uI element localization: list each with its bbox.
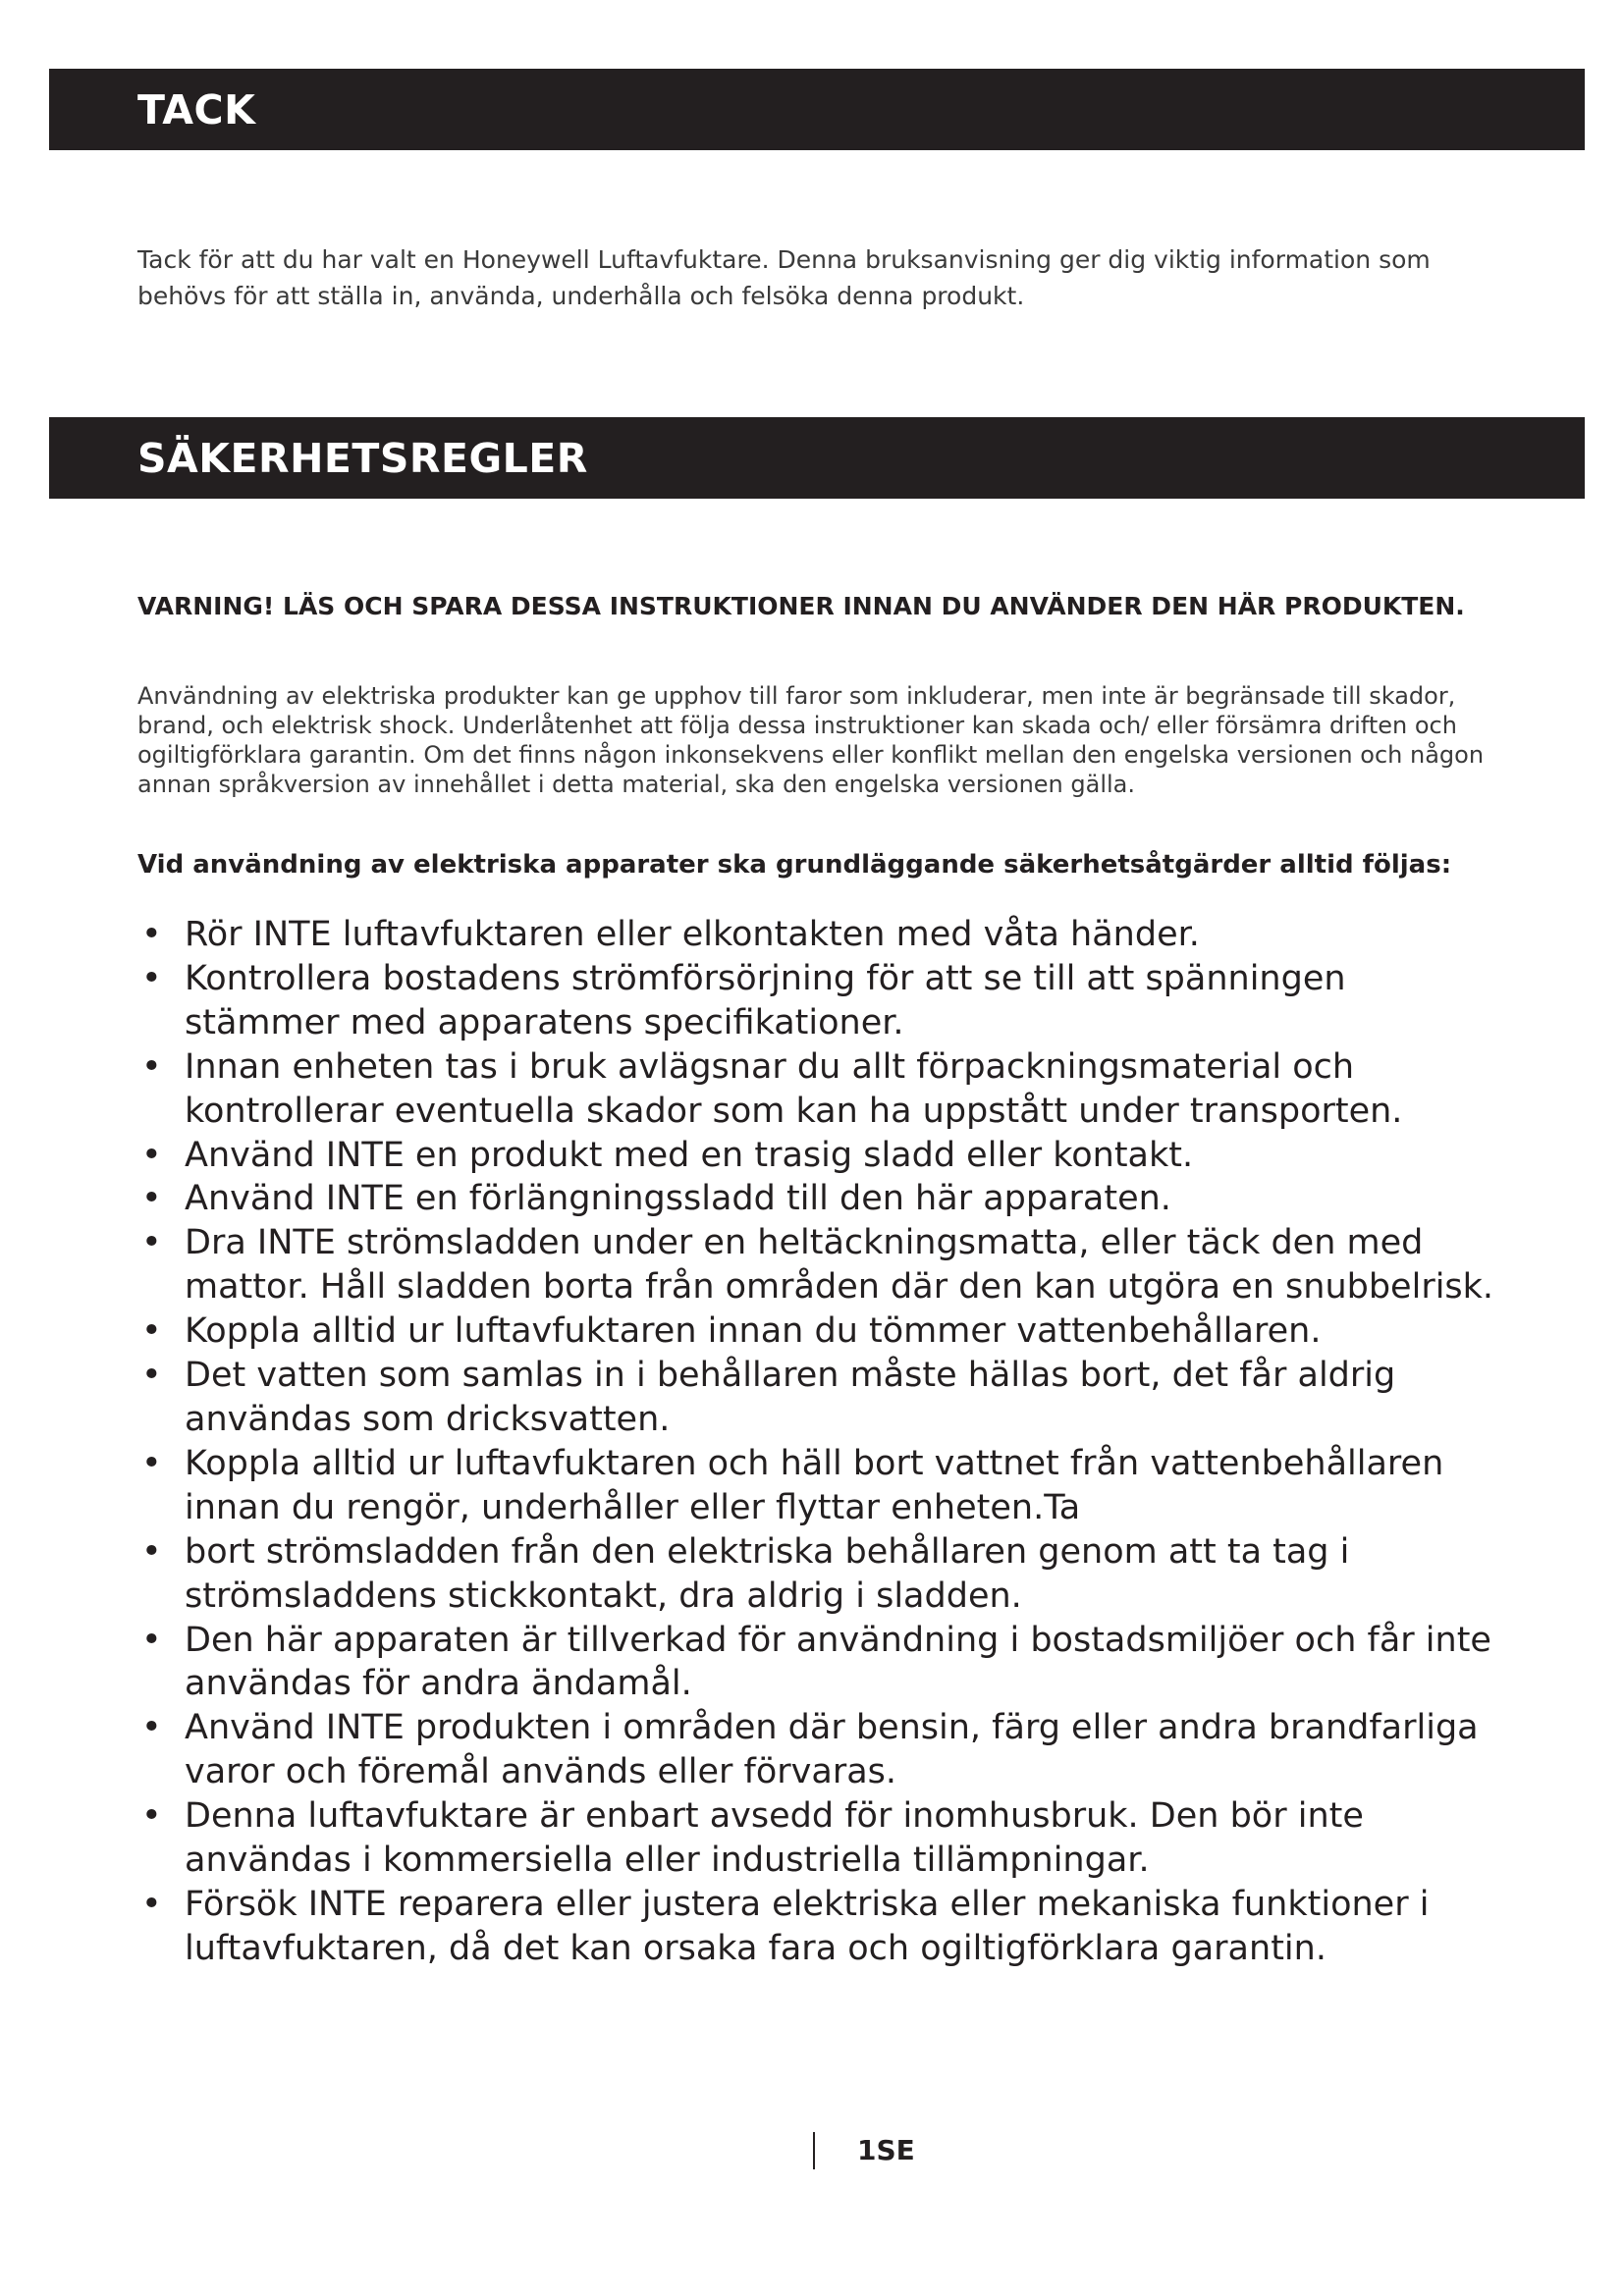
safety-rule-text: bort strömsladden från den elektriska behållaren genom att ta tag i strömsladdens stickkontakt, dra aldrig i sladden. [185,1531,1350,1616]
safety-rule-text: Koppla alltid ur luftavfuktaren och häll bort vattnet från vattenbehållaren innan du rengör, underhåller eller flyttar enheten.Ta [185,1443,1444,1527]
section-heading-safety: SÄKERHETSREGLER [137,434,588,482]
safety-rule [137,1530,1502,1619]
safety-rule-text: Använd INTE en förlängningssladd till den här apparaten. [185,1179,1171,1219]
safety-rule-text: Försök INTE reparera eller justera elektriska eller mekaniska funktioner i luftavfuktaren, då det kan orsaka fara och ogiltigförklara garantin. [185,1884,1430,1968]
safety-rule [137,1045,1502,1134]
bullet-icon: • [141,1311,162,1352]
bullet-icon: • [141,1620,162,1660]
safety-rule-text: Den här apparaten är tillverkad för användning i bostadsmiljöer och får inte användas för andra ändamål. [185,1620,1491,1704]
safety-rule-text: Det vatten som samlas in i behållaren måste hällas bort, det får aldrig användas som dricksvatten. [185,1356,1396,1439]
bullet-icon: • [141,1708,162,1748]
bullet-icon: • [141,958,162,998]
safety-rule [137,1794,1502,1883]
safety-rule [137,957,1502,1045]
safety-rule-text: Denna luftavfuktare är enbart avsedd för inomhusbruk. Den bör inte användas i kommersiella eller industriella tillämpningar. [185,1796,1364,1881]
safety-rule-text: Koppla alltid ur luftavfuktaren innan du tömmer vattenbehållaren. [185,1311,1322,1352]
bullet-icon: • [141,1223,162,1263]
bullet-icon: • [141,1531,162,1572]
bullet-icon: • [141,1356,162,1396]
safety-lead: Vid användning av elektriska apparater ska grundläggande säkerhetsåtgärder alltid följas: [137,850,1452,880]
section-banner-tack [49,69,1585,150]
safety-rule-text: Kontrollera bostadens strömförsörjning för att se till att spänningen stämmer med apparatens specifikationer. [185,958,1346,1042]
safety-rule-text: Innan enheten tas i bruk avlägsnar du allt förpackningsmaterial och kontrollerar eventuella skador som kan ha uppstått under transporten. [185,1046,1403,1131]
safety-rule [137,1883,1502,1971]
bullet-icon: • [141,915,162,954]
bullet-icon: • [141,1046,162,1087]
safety-rule [137,913,1502,957]
bullet-icon: • [141,1884,162,1924]
safety-rule-text: Rör INTE luftavfuktaren eller elkontakten med våta händer. [185,915,1200,954]
safety-rule-text: Dra INTE strömsladden under en heltäckningsmatta, eller täck den med mattor. Håll sladden borta från områden där den kan utgöra en snubbelrisk. [185,1223,1494,1308]
safety-rules-list [137,913,1502,1971]
bullet-icon: • [141,1796,162,1837]
safety-rule [137,1354,1502,1442]
section-banner-safety [49,417,1585,499]
safety-rule [137,1619,1502,1707]
safety-rule [137,1309,1502,1354]
safety-rule [137,1134,1502,1178]
safety-rule [137,1221,1502,1309]
page-number: 1SE [857,2134,915,2166]
safety-rule [137,1706,1502,1794]
safety-rule-text: Använd INTE en produkt med en trasig sladd eller kontakt. [185,1135,1194,1175]
footer-divider [813,2132,815,2169]
section-heading-tack: TACK [137,85,256,133]
warning-title: VARNING! LÄS OCH SPARA DESSA INSTRUKTIONER INNAN DU ANVÄNDER DEN HÄR PRODUKTEN. [137,592,1465,620]
intro-paragraph: Tack för att du har valt en Honeywell Luftavfuktare. Denna bruksanvisning ger dig viktig information som behövs för att ställa in, använda, underhålla och felsöka denna produkt. [137,245,1431,310]
safety-rule [137,1442,1502,1530]
bullet-icon: • [141,1135,162,1175]
safety-rule [137,1177,1502,1221]
safety-rule-text: Använd INTE produkten i områden där bensin, färg eller andra brandfarliga varor och föremål används eller förvaras. [185,1708,1479,1792]
bullet-icon: • [141,1443,162,1483]
bullet-icon: • [141,1179,162,1219]
warning-paragraph: Användning av elektriska produkter kan ge upphov till faror som inkluderar, men inte är begränsade till skador, brand, och elektrisk shock. Underlåtenhet att följa dessa instruktioner kan skada och/ eller försämra driften och ogiltigförklara garantin. Om det finns någon inkonsekvens eller konflikt mellan den engelska versionen och någon annan språkversion av innehållet i detta material, ska den engelska versionen gälla. [137,682,1485,798]
